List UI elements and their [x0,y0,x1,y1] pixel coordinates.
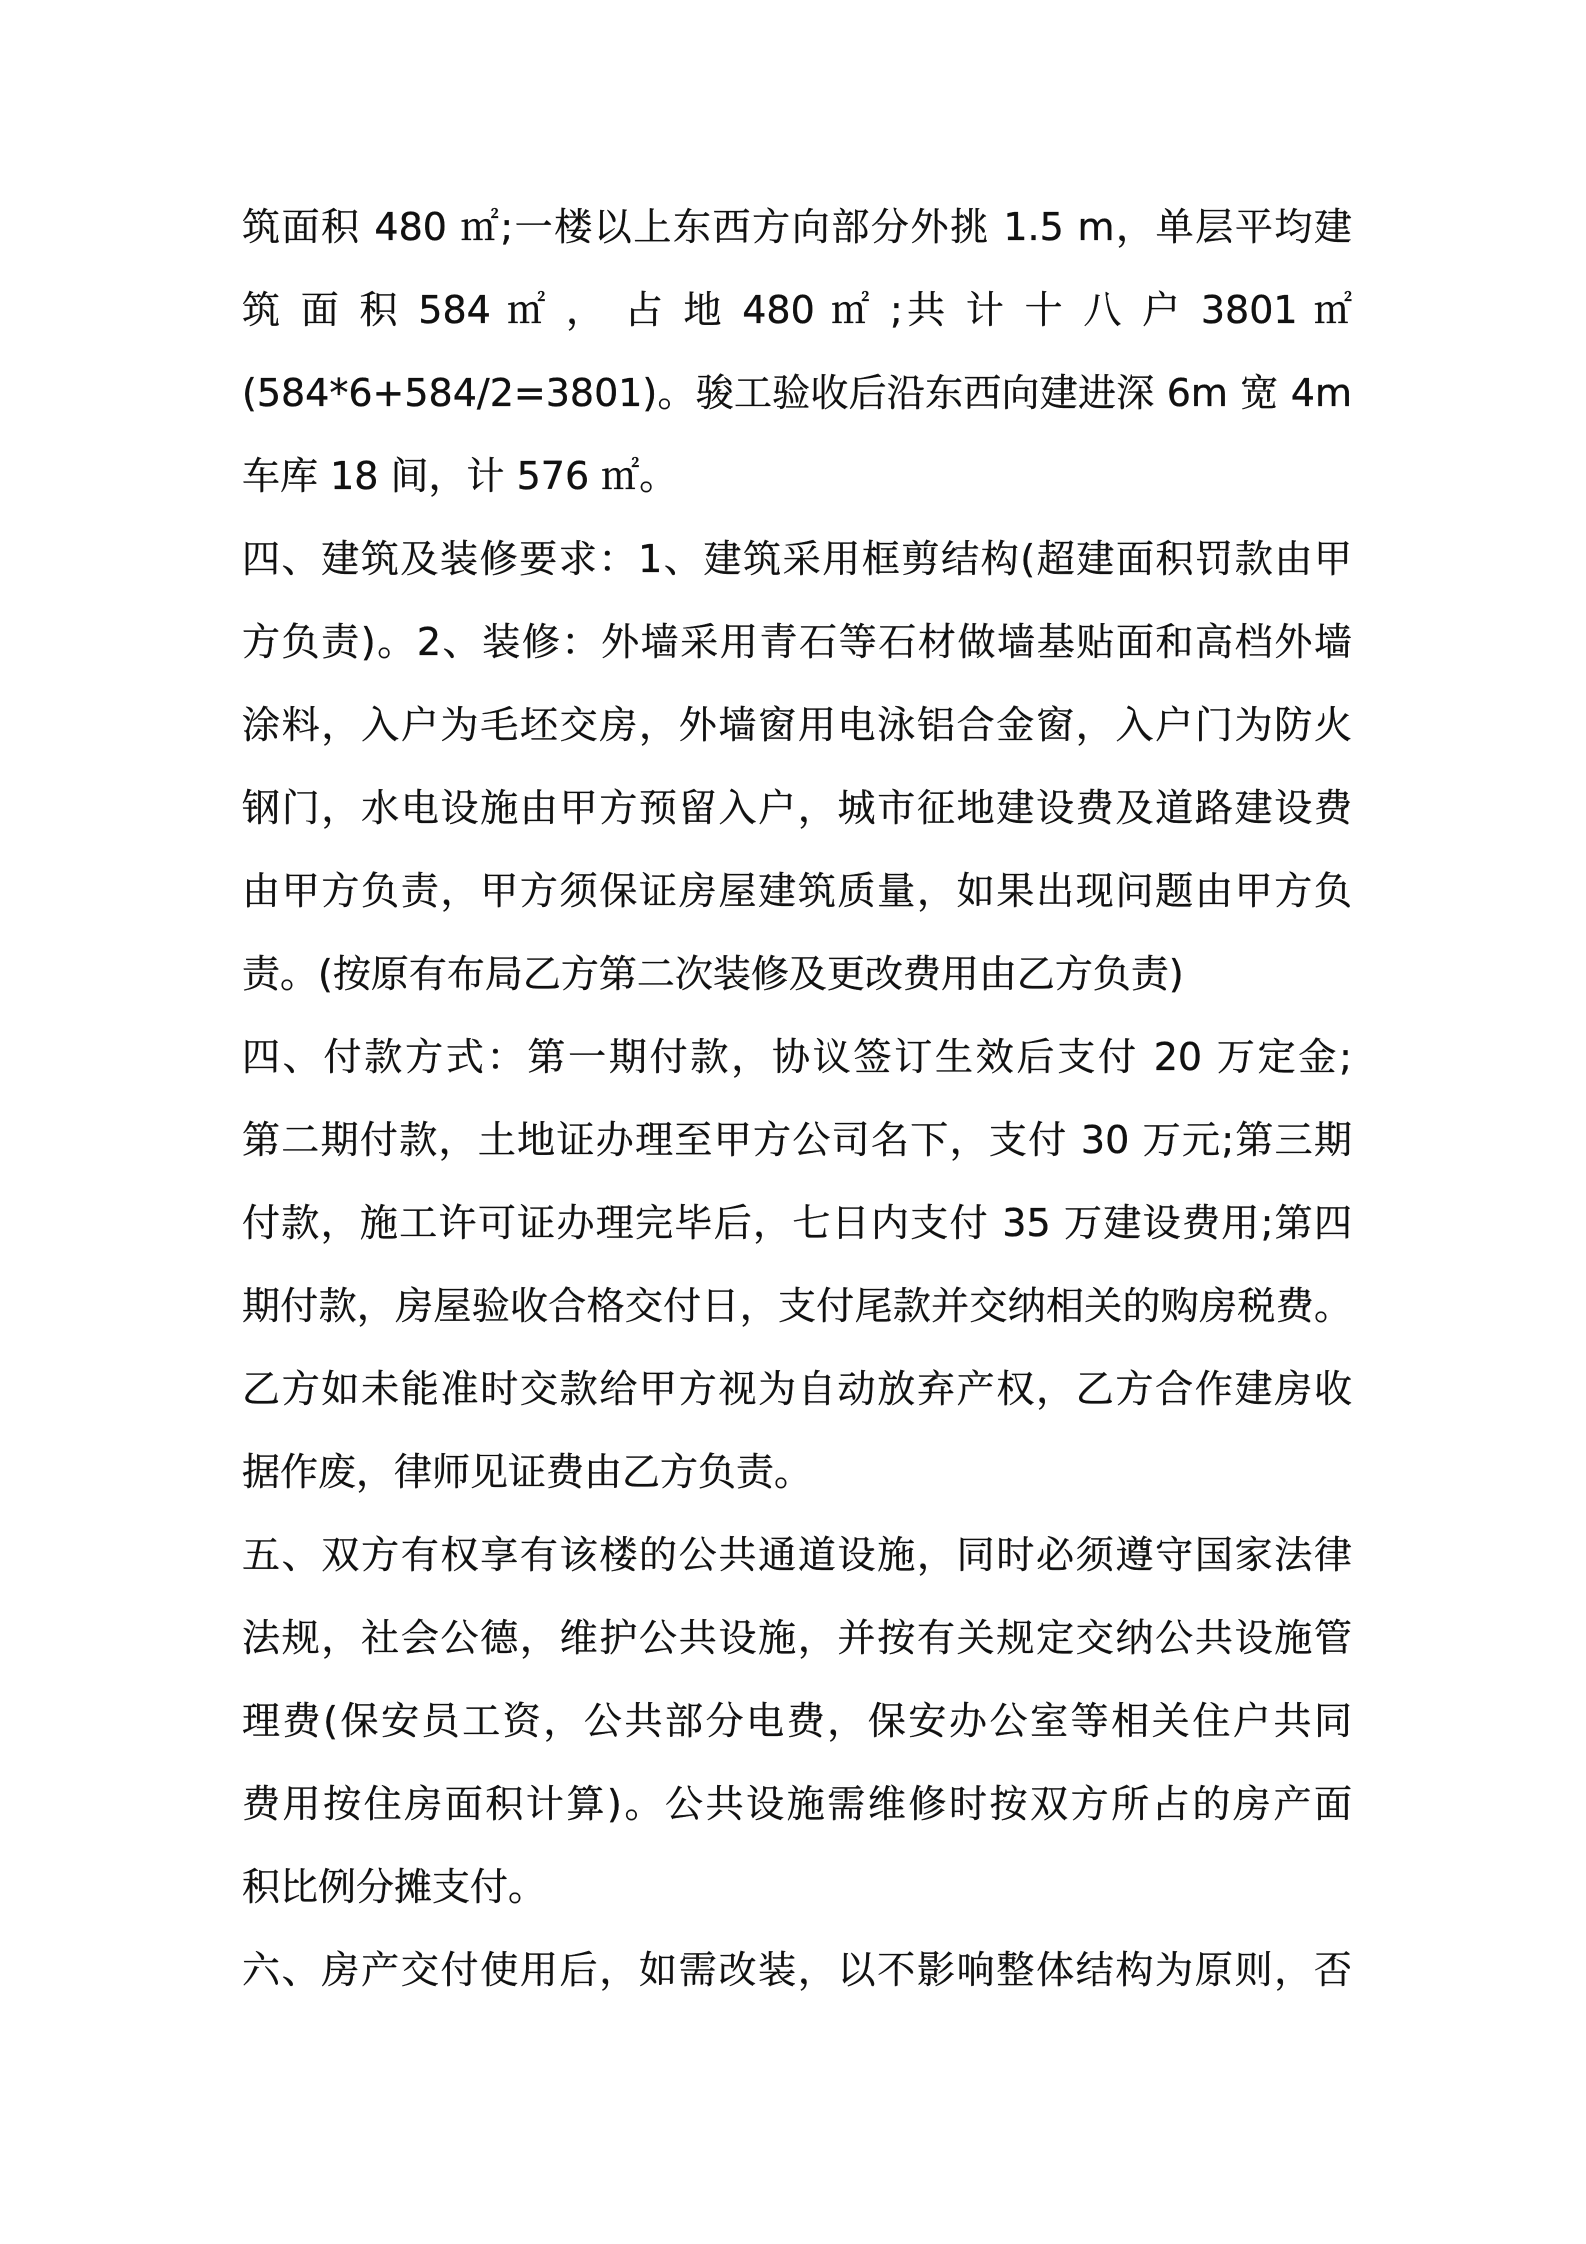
text-line: 理费(保安员工资，公共部分电费，保安办公室等相关住户共同 [242,1699,1352,1743]
text-line: 费用按住房面积计算)。公共设施需维修时按双方所占的房产面 [242,1782,1352,1826]
text-line: 筑 面 积 584 ㎡ ， 占 地 480 ㎡ ;共 计 十 八 户 3801 ㎡ [242,288,1352,332]
text-line: (584*6+584/2=3801)。骏工验收后沿东西向建进深 6m 宽 4m [242,371,1352,415]
text-line: 涂料，入户为毛坯交房，外墙窗用电泳铝合金窗，入户门为防火 [242,703,1352,747]
text-line: 筑面积 480 ㎡;一楼以上东西方向部分外挑 1.5 m，单层平均建 [242,205,1352,249]
text-line: 四、建筑及装修要求：1、建筑采用框剪结构(超建面积罚款由甲 [242,537,1352,581]
text-line: 四、付款方式：第一期付款，协议签订生效后支付 20 万定金; [242,1035,1352,1079]
body-text [242,186,1352,2012]
text-line: 积比例分摊支付。 [242,1865,547,1909]
text-line: 由甲方负责，甲方须保证房屋建筑质量，如果出现问题由甲方负 [242,869,1352,913]
text-line: 据作废，律师见证费由乙方负责。 [242,1450,813,1494]
text-line: 乙方如未能准时交款给甲方视为自动放弃产权，乙方合作建房收 [242,1367,1352,1411]
text-line: 钢门，水电设施由甲方预留入户，城市征地建设费及道路建设费 [242,786,1352,830]
text-line: 方负责)。2、装修：外墙采用青石等石材做墙基贴面和高档外墙 [242,620,1352,664]
text-line: 法规，社会公德，维护公共设施，并按有关规定交纳公共设施管 [242,1616,1352,1660]
text-line: 期付款，房屋验收合格交付日，支付尾款并交纳相关的购房税费。 [242,1284,1352,1328]
text-line: 第二期付款，土地证办理至甲方公司名下，支付 30 万元;第三期 [242,1118,1352,1162]
text-line: 六、房产交付使用后，如需改装，以不影响整体结构为原则，否 [242,1948,1352,1992]
text-line: 五、双方有权享有该楼的公共通道设施，同时必须遵守国家法律 [242,1533,1352,1577]
text-line: 责。(按原有布局乙方第二次装修及更改费用由乙方负责) [242,952,1184,996]
text-line: 付款，施工许可证办理完毕后，七日内支付 35 万建设费用;第四 [242,1201,1352,1245]
text-line: 车库 18 间，计 576 ㎡。 [242,454,678,498]
